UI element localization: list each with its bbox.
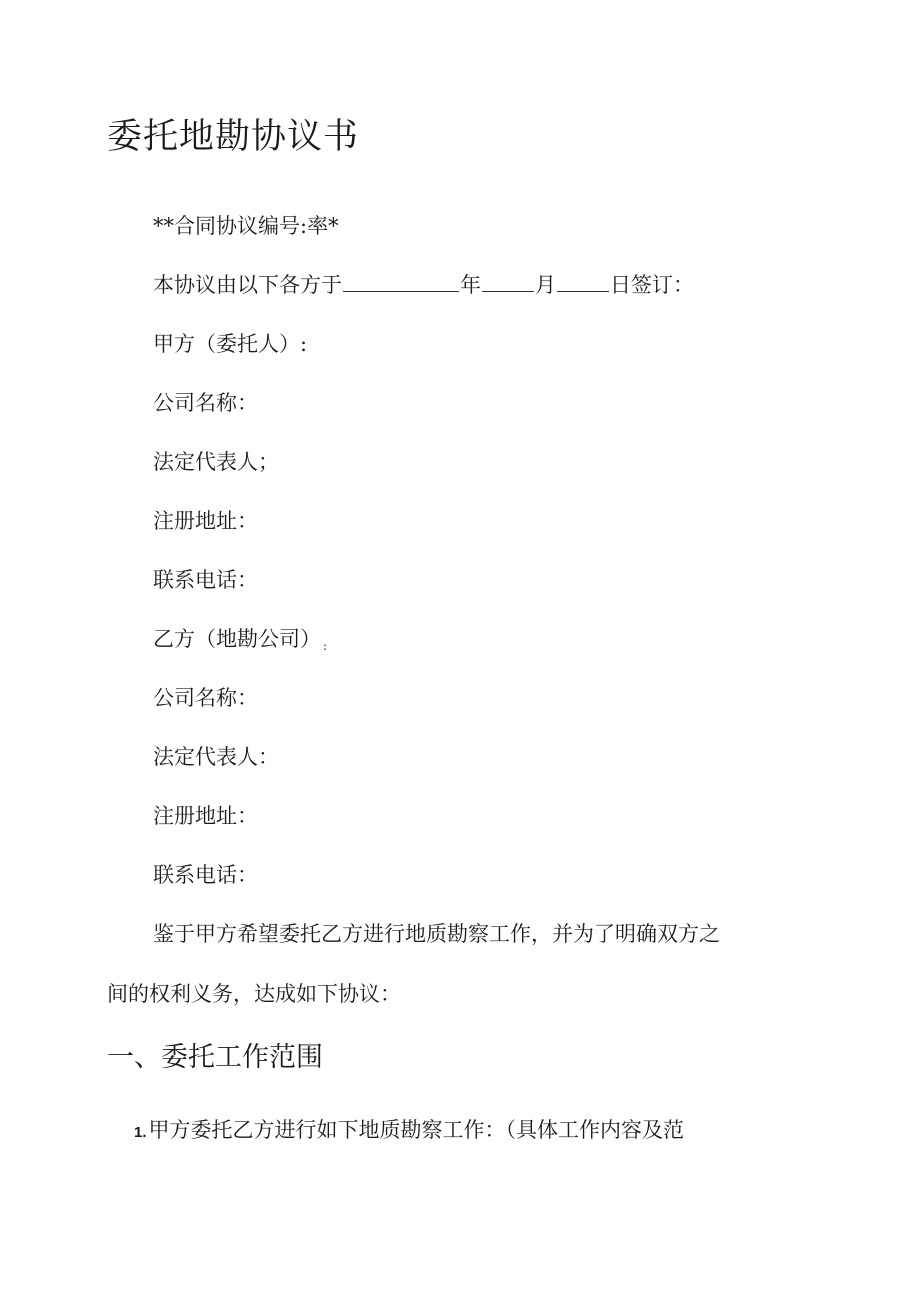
section-1-item-1 xyxy=(134,1115,684,1148)
party-b-address: 注册地址： xyxy=(153,804,258,828)
party-b-heading-mark: : xyxy=(323,639,328,653)
signing-prefix: 本协议由以下各方于 xyxy=(153,273,342,297)
party-b-legal-rep: 法定代表人： xyxy=(153,745,279,769)
month-blank xyxy=(482,273,534,292)
party-b-phone: 联系电话： xyxy=(153,863,258,887)
party-a-heading: 甲方（委托人）: xyxy=(153,332,308,356)
year-blank xyxy=(343,273,459,292)
preamble-line-2: 间的权利义务，达成如下协议： xyxy=(107,982,401,1006)
document-title: 委托地勘协议书 xyxy=(107,117,360,157)
party-b-company-name: 公司名称： xyxy=(153,686,258,710)
party-a-company-name: 公司名称： xyxy=(153,391,258,415)
section-1-title: 一、委托工作范围 xyxy=(107,1042,323,1073)
party-b-heading-line xyxy=(153,624,327,661)
party-a-phone: 联系电话： xyxy=(153,568,258,592)
party-b-heading: 乙方（地勘公司） xyxy=(153,627,321,651)
item-number: 1. xyxy=(134,1124,147,1141)
party-a-legal-rep: 法定代表人； xyxy=(153,450,279,474)
signing-date-line xyxy=(153,270,694,300)
year-label: 年 xyxy=(460,273,481,297)
preamble-line-1: 鉴于甲方希望委托乙方进行地质勘察工作，并为了明确双方之 xyxy=(153,922,720,946)
party-a-address: 注册地址： xyxy=(153,509,258,533)
contract-number-line: **合同协议编号:率* xyxy=(153,214,339,238)
month-label: 月 xyxy=(535,273,556,297)
item-text: 甲方委托乙方进行如下地质勘察工作：（具体工作内容及范 xyxy=(148,1118,685,1142)
day-label: 日签订： xyxy=(610,273,694,297)
day-blank xyxy=(557,273,609,292)
